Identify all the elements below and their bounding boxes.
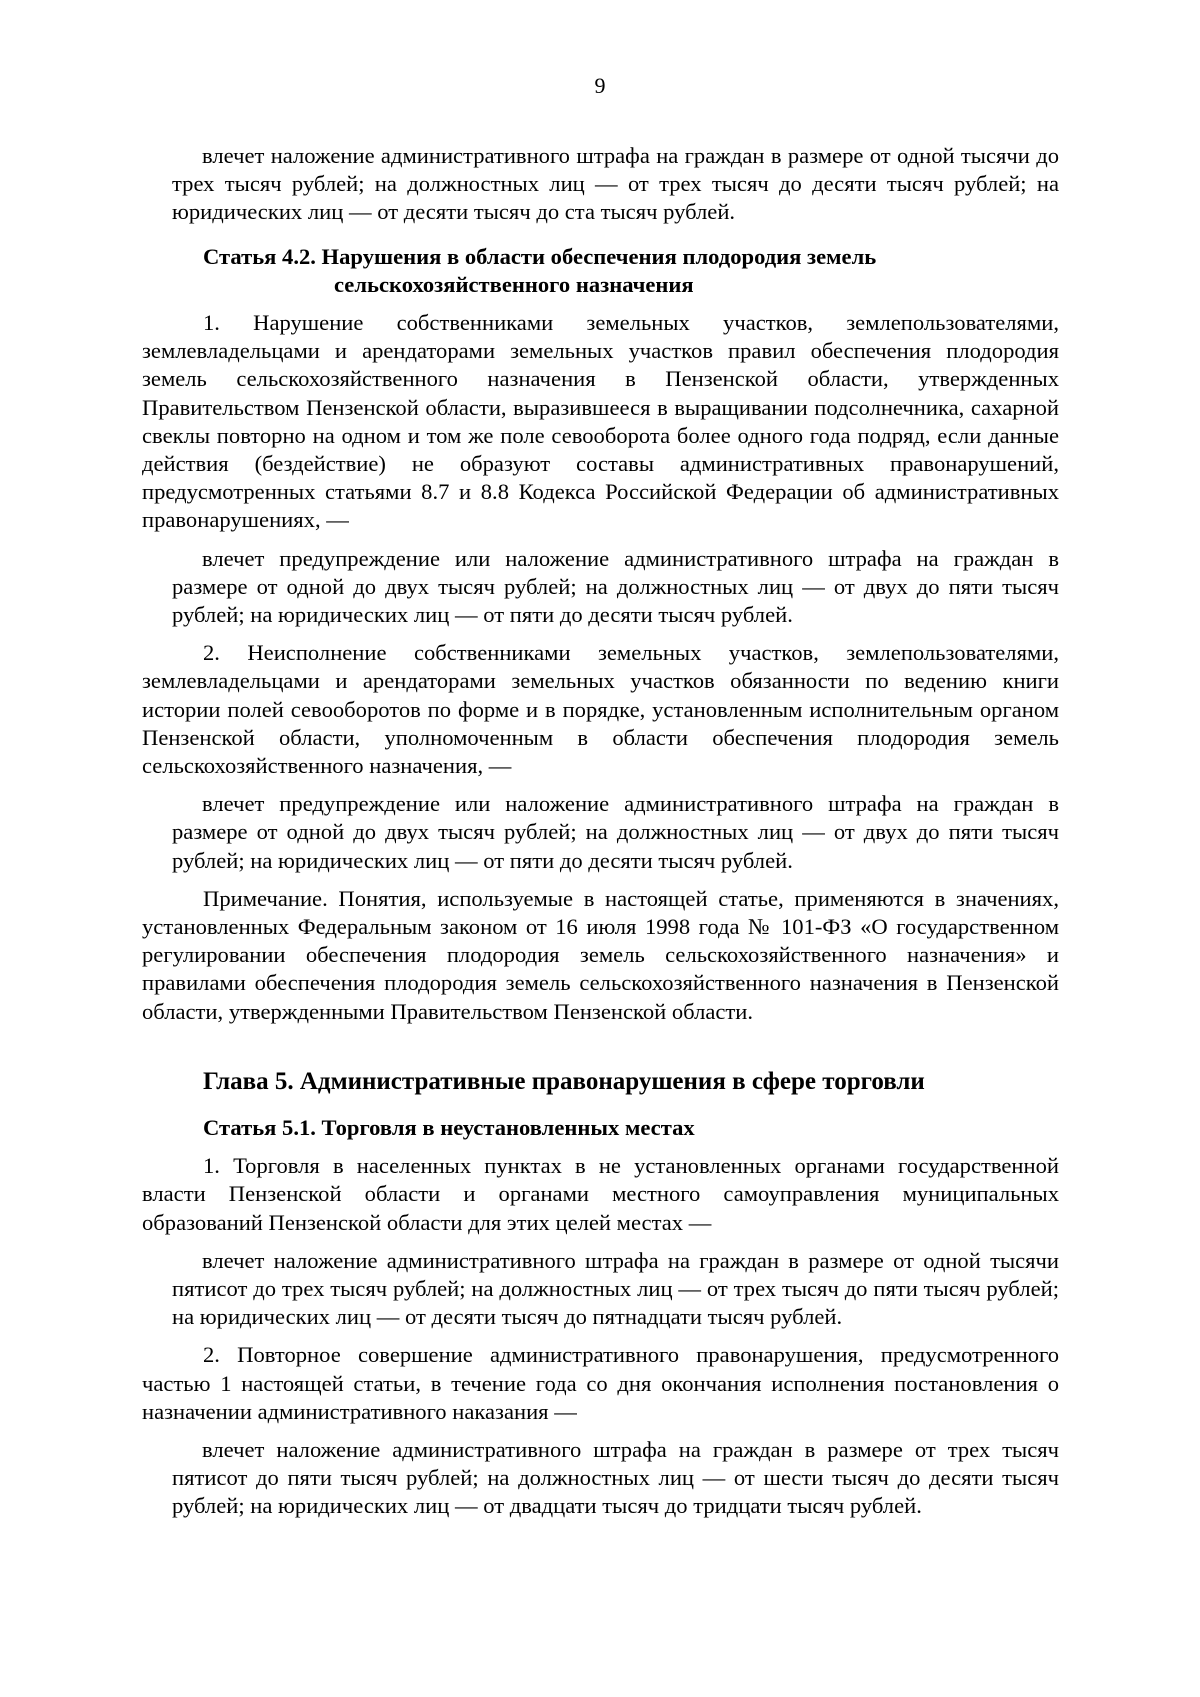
- article-paragraph: 1. Нарушение собственниками земельных участков, землепользователями, землевладельцами и арендаторами земельных участков правил обеспечения плодородия земель сельскохозяйственного назначения в Пензенской области, утвержденных Правительством Пензенской области, выразившееся в выращивании подсолнечника, сахарной свеклы повторно на одном и том же поле севооборота более одного года подряд, если данные действия (бездействие) не образуют составы административных правонарушений, предусмотренных статьями 8.7 и 8.8 Кодекса Российской Федерации об административных правонарушениях, —: [142, 310, 1059, 533]
- article-paragraph: 1. Торговля в населенных пунктах в не установленных органами государственной власти Пензенской области и органами местного самоуправления муниципальных образований Пензенской области для этих целей местах —: [142, 1153, 1059, 1235]
- document-body: [142, 142, 1059, 1521]
- sanction-paragraph: влечет наложение административного штрафа на граждан в размере от трех тысяч пятисот до пяти тысяч рублей; на должностных лиц — от шести тысяч до десяти тысяч рублей; на юридических лиц — от двадцати тысяч до тридцати тысяч рублей.: [172, 1436, 1059, 1519]
- sanction-paragraph: влечет предупреждение или наложение административного штрафа на граждан в размере от одной до двух тысяч рублей; на должностных лиц — от двух до пяти тысяч рублей; на юридических лиц — от пяти до десяти тысяч рублей.: [172, 545, 1059, 628]
- sanction-paragraph: влечет предупреждение или наложение административного штрафа на граждан в размере от одной до двух тысяч рублей; на должностных лиц — от двух до пяти тысяч рублей; на юридических лиц — от пяти до десяти тысяч рублей.: [172, 791, 1059, 873]
- sanction-paragraph: влечет наложение административного штрафа на граждан в размере от одной тысячи до трех тысяч рублей; на должностных лиц — от трех тысяч до десяти тысяч рублей; на юридических лиц — от десяти тысяч до ста тысяч рублей.: [172, 143, 1059, 225]
- article-note: Примечание. Понятия, используемые в настоящей статье, применяются в значениях, установленных Федеральным законом от 16 июля 1998 года № 101-ФЗ «О государственном регулировании обеспечения плодородия земель сельскохозяйственного назначения» и правилами обеспечения плодородия земель сельскохозяйственного назначения в Пензенской области, утвержденными Правительством Пензенской области.: [142, 885, 1059, 1024]
- article-5-1-title: Статья 5.1. Торговля в неустановленных местах: [203, 1114, 695, 1140]
- article-paragraph: 2. Повторное совершение административного правонарушения, предусмотренного частью 1 настоящей статьи, в течение года со дня окончания исполнения постановления о назначении административного наказания —: [142, 1342, 1059, 1424]
- sanction-paragraph: влечет наложение административного штрафа на граждан в размере от одной тысячи пятисот до трех тысяч рублей; на должностных лиц — от трех тысяч до пяти тысяч рублей; на юридических лиц — от десяти тысяч до пятнадцати тысяч рублей.: [172, 1247, 1059, 1330]
- article-title-line: Статья 4.2. Нарушения в области обеспечения плодородия земель: [203, 243, 877, 269]
- chapter-5-title: Глава 5. Административные правонарушения в сфере торговли: [203, 1067, 925, 1095]
- article-paragraph: 2. Неисполнение собственниками земельных участков, землепользователями, землевладельцами и арендаторами земельных участков обязанности по ведению книги истории полей севооборотов по форме и в порядке, установленным исполнительным органом Пензенской области, уполномоченным в области обеспечения плодородия земель сельскохозяйственного назначения, —: [142, 640, 1059, 779]
- page-number: 9: [594, 73, 606, 98]
- article-title-line: сельскохозяйственного назначения: [334, 271, 694, 297]
- article-4-2-title: [142, 243, 1059, 299]
